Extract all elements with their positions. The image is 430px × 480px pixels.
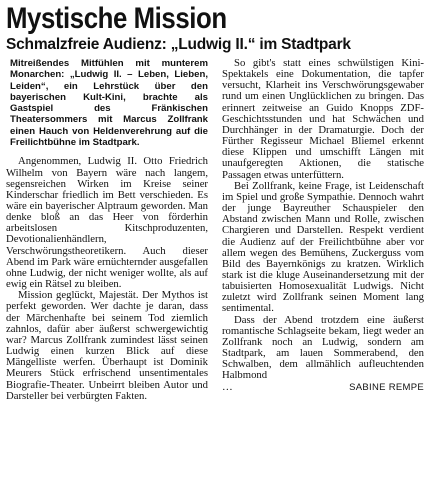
final-line bbox=[222, 382, 424, 393]
final-paragraph-text: Dass der Abend trotzdem eine äußerst romantische Schlagseite bekam, liegt weder an Zollfrank noch an Ludwig, sondern am Stadtpark, am lauen Sommerabend, den Schwalben, dem allmählich aufleuchtenden Halbmond bbox=[222, 313, 424, 382]
article-columns bbox=[6, 58, 424, 402]
subheadline: Schmalzfreie Audienz: „Ludwig II.“ im Stadtpark bbox=[6, 36, 351, 53]
body-paragraph: Bei Zollfrank, keine Frage, ist Leidenschaft im Spiel und große Sympathie. Dennoch wahrt der junge Bayreuther Schauspieler den Abstand zwischen Mann und Rolle, zwischen Chargieren und Darstellen. Respekt verdient die Audienz auf der Freilichtbühne aber vor allem wegen des Bemühens, Zuckerguss vom Bild des Bayernkönigs zu kratzen. Wirklich stark ist die kluge Auseinandersetzung mit der tabuisierten Homosexualität Ludwigs. Nicht zuletzt wird Zollfrank seinen Moment lang sentimental. bbox=[222, 179, 424, 315]
right-column bbox=[222, 58, 424, 402]
body-paragraph: Angenommen, Ludwig II. Otto Friedrich Wilhelm von Bayern wäre nach langem, segensreichen Wirken im Kreise seiner Kinderschar friedlich im Bett verschieden. Es wäre ein bayerischer Alptraum geworden. Man denke bloß an das Heer von förderhin arbeitslosen Kitschproduzenten, Devotionalienhändlern, Verschwörungstheoretikern. Auch dieser Abend im Park wäre ernüchternder ausgefallen ohne Ludwig, der nicht weniger wollte, als auf ewig ein Rätsel zu bleiben. bbox=[6, 155, 208, 291]
headline: Mystische Mission bbox=[6, 2, 227, 35]
body-paragraph: So gibt's statt eines schwülstigen Kini-Spektakels eine Dokumentation, die tapfer versucht, Klarheit ins Verschwörungsgewaber rund um einen Unglücklichen zu bringen. Das erinnert zeitweise an Guido Knopps ZDF-Geschichtsstunden und hat Schwächen und Durchhänger in der Dramaturgie. Doch der Fürther Regisseur Michael Bliemel erkennt diese Klippen und umschifft Längen mit unaufgeregten Aktionen, die statische Passagen etwas unterfüttern. bbox=[222, 57, 424, 181]
byline: SABINE REMPE bbox=[349, 381, 424, 393]
final-paragraph bbox=[222, 315, 424, 382]
left-column bbox=[6, 58, 208, 402]
lead-paragraph: Mitreißendes Mitfühlen mit munterem Monarchen: „Ludwig II. – Leben, Lieben, Leiden“, ein Lehrstück über den bayerischen Kult-Kini, brachte als Gastspiel des Fränkischen Theatersommers mit Marcus Zollfrank einen Hauch von Heldenverehrung auf die Freilichtbühne im Stadtpark. bbox=[10, 58, 208, 149]
body-paragraph: Mission geglückt, Majestät. Der Mythos ist perfekt geworden. Wer dachte je daran, dass der Märchenhafte bei seinem Tod ziemlich zahnlos, dafür aber äußerst schwergewichtig war? Marcus Zollfrank zumindest lässt seinen Ludwig einen kurzen Blick auf diese Mängelliste werfen. Überhaupt ist Dominik Meurers Stück erfrischend unsentimentales Biografie-Theater. Unbeirrt bleiben Autor und Darsteller bei verbürgten Fakten. bbox=[6, 289, 208, 402]
ellipsis: … bbox=[222, 380, 233, 393]
